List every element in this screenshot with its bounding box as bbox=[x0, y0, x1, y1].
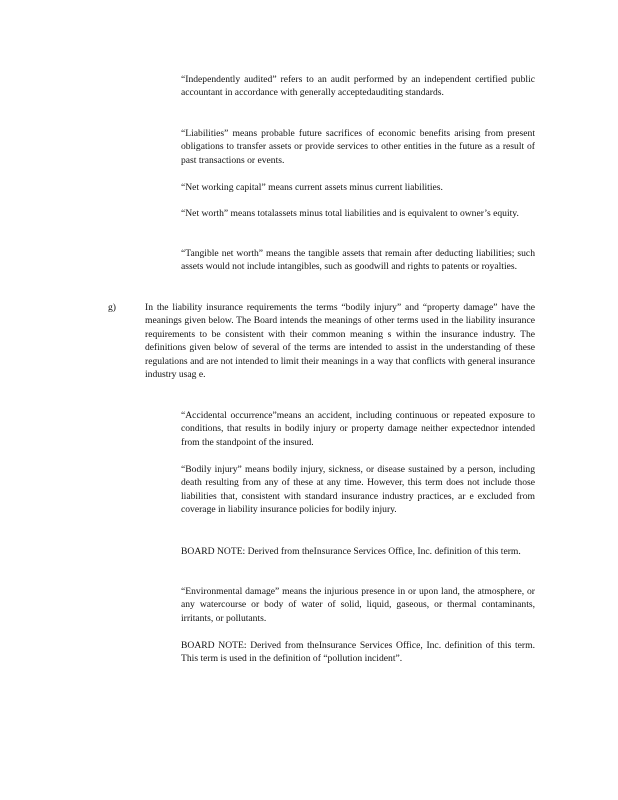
item-g-paragraph: In the liability insurance requirements the terms “bodily injury” and “property damage” have the meanings given below. The Board intends the meanings of other terms used in the liability insurance requirements to be consistent with their common meaning s within the insurance industry. The definitions given below of several of the terms are intended to assist in the understanding of these regulations and are not intended to limit their meanings in a way that conflicts with general insurance industry usag e. bbox=[145, 302, 535, 381]
item-marker-g: g) bbox=[108, 302, 116, 313]
definition-environmental-damage: “Environmental damage” means the injurious presence in or upon land, the atmosphere, or any watercourse or body of water of solid, liquid, gaseous, or thermal contaminants, irritants, or pollutants. bbox=[181, 586, 535, 624]
definition-bodily-injury: “Bodily injury” means bodily injury, sickness, or disease sustained by a person, including death resulting from any of these at any time. However, this term does not include those liabilities that, consistent with standard insurance industry practices, ar e excluded from coverage in liability insurance policies for bodily injury. bbox=[181, 464, 535, 516]
definition-tangible-net-worth: “Tangible net worth” means the tangible assets that remain after deducting liabilities; such assets would not include intangibles, such as goodwill and rights to patents or royalties. bbox=[181, 248, 535, 273]
definition-accidental-occurrence: “Accidental occurrence”means an accident, including continuous or repeated exposure to conditions, that results in bodily injury or property damage neither expectednor intended from the standpoint of the insured. bbox=[181, 410, 535, 448]
board-note-environmental-damage: BOARD NOTE: Derived from theInsurance Services Office, Inc. definition of this term. This term is used in the definition of “pollution incident”. bbox=[181, 640, 535, 665]
definition-net-working-capital: “Net working capital” means current assets minus current liabilities. bbox=[181, 182, 443, 193]
definition-independently-audited: “Independently audited” refers to an audit performed by an independent certified public accountant in accordance with generally acceptedauditing standards. bbox=[181, 74, 535, 99]
board-note-bodily-injury: BOARD NOTE: Derived from theInsurance Services Office, Inc. definition of this term. bbox=[181, 546, 521, 557]
definition-liabilities: “Liabilities” means probable future sacrifices of economic benefits arising from present obligations to transfer assets or provide services to other entities in the future as a result of past transactions or events. bbox=[181, 128, 535, 166]
definition-net-worth: “Net worth” means totalassets minus total liabilities and is equivalent to owner’s equity. bbox=[181, 208, 519, 219]
